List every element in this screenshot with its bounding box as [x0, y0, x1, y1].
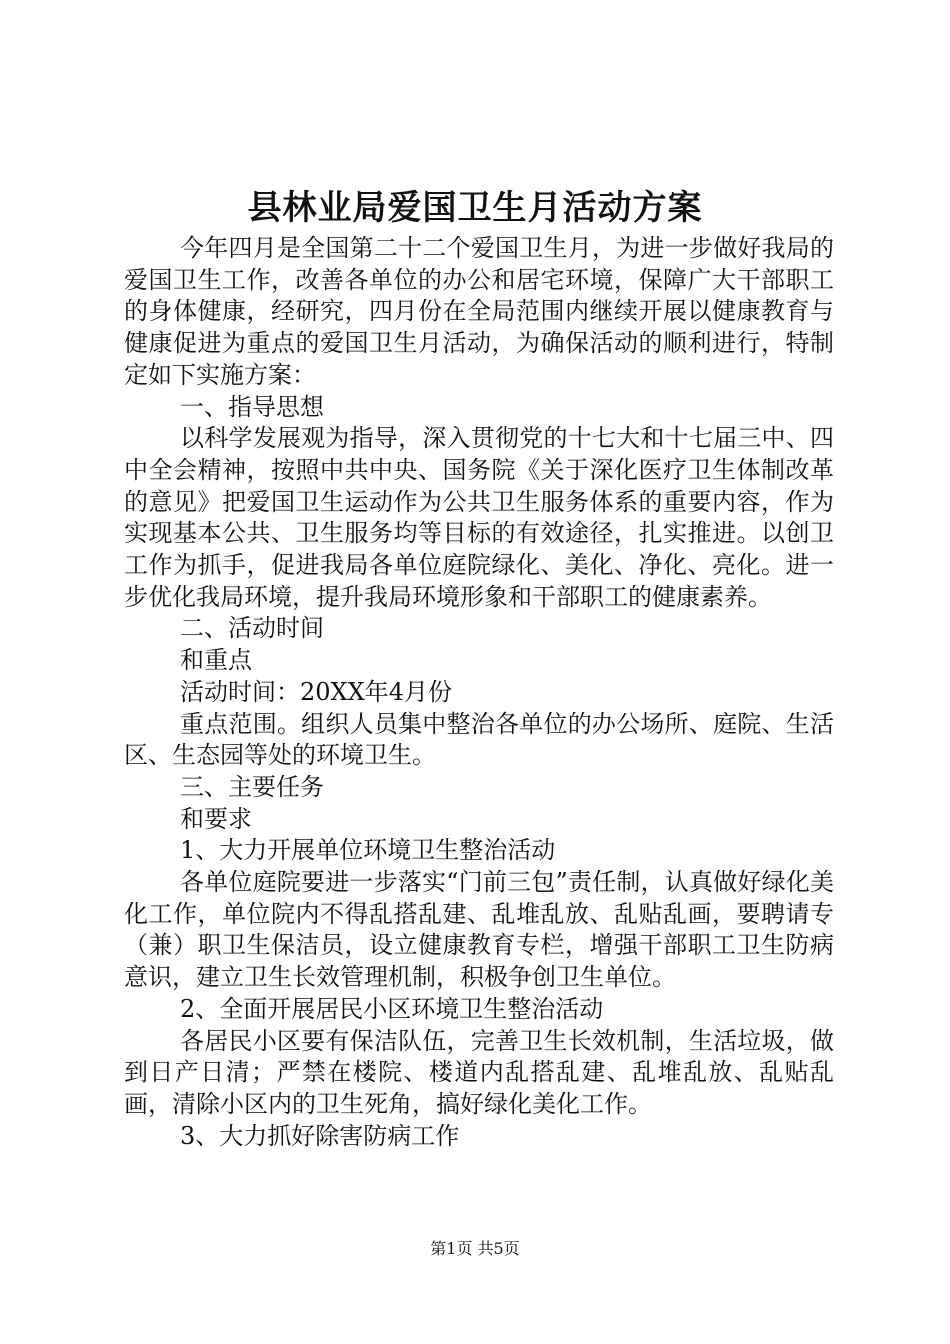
subheading-task-2: 2、全面开展居民小区环境卫生整治活动 [180, 994, 604, 1023]
subheading-task-3: 3、大力抓好除害防病工作 [180, 1121, 460, 1150]
paragraph-activity-time: 活动时间：20XX年4月份 [180, 677, 452, 706]
page-footer: 第1页 共5页 [430, 1239, 520, 1258]
document-body [124, 233, 834, 1152]
heading-activity-time: 二、活动时间 [180, 614, 324, 643]
paragraph-task-1: 各单位庭院要进一步落实“门前三包”责任制，认真做好绿化美化工作，单位院内不得乱搭乱建、乱堆乱放、乱贴乱画，要聘请专（兼）职卫生保洁员，设立健康教育专栏，增强干部职工卫生防病意识，建立卫生长效管理机制，积极争创卫生单位。 [124, 868, 834, 992]
heading-main-tasks-cont: 和要求 [180, 804, 252, 833]
heading-main-tasks: 三、主要任务 [180, 772, 324, 801]
heading-activity-time-cont: 和重点 [180, 646, 252, 675]
document-title: 县林业局爱国卫生月活动方案 [247, 188, 703, 228]
paragraph-guiding-ideology: 以科学发展观为指导，深入贯彻党的十七大和十七届三中、四中全会精神，按照中共中央、国务院《关于深化医疗卫生体制改革的意见》把爱国卫生运动作为公共卫生服务体系的重要内容，作为实现基本公共、卫生服务均等目标的有效途径，扎实推进。以创卫工作为抓手，促进我局各单位庭院绿化、美化、净化、亮化。进一步优化我局环境，提升我局环境形象和干部职工的健康素养。 [124, 424, 834, 611]
heading-guiding-ideology: 一、指导思想 [180, 392, 324, 421]
paragraph-key-scope: 重点范围。组织人员集中整治各单位的办公场所、庭院、生活区、生态园等处的环境卫生。 [124, 709, 834, 770]
paragraph-task-2: 各居民小区要有保洁队伍，完善卫生长效机制，生活垃圾，做到日产日清；严禁在楼院、楼道内乱搭乱建、乱堆乱放、乱贴乱画，清除小区内的卫生死角，搞好绿化美化工作。 [124, 1026, 834, 1118]
paragraph-intro: 今年四月是全国第二十二个爱国卫生月，为进一步做好我局的爱国卫生工作，改善各单位的办公和居宅环境，保障广大干部职工的身体健康，经研究，四月份在全局范围内继续开展以健康教育与健康促进为重点的爱国卫生月活动，为确保活动的顺利进行，特制定如下实施方案： [124, 234, 834, 389]
subheading-task-1: 1、大力开展单位环境卫生整治活动 [180, 836, 556, 865]
